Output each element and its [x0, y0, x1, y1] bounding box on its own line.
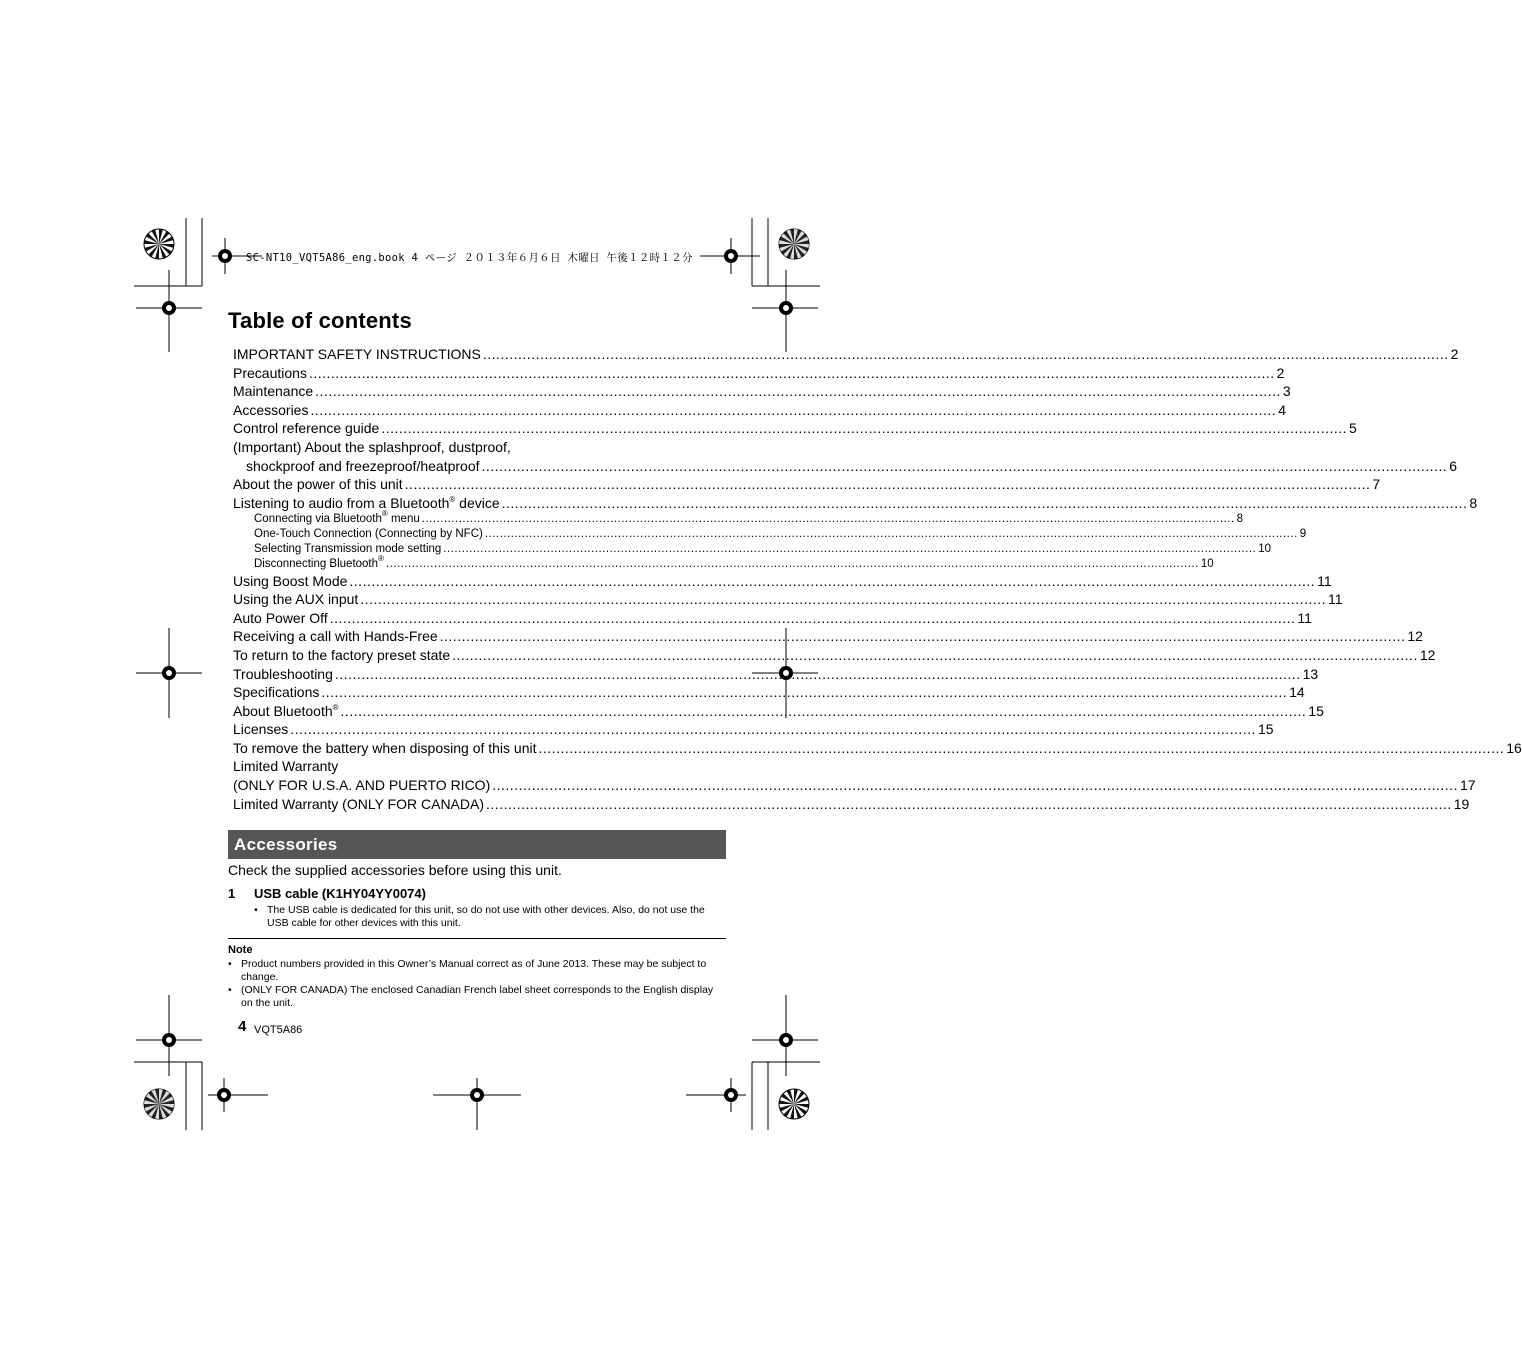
divider [228, 938, 726, 939]
accessory-item-note-text: The USB cable is dedicated for this unit, so do not use with other devices. Also, do not use the USB cable for other devices with this unit. [267, 904, 705, 929]
note-title: Note [228, 944, 253, 956]
toc-entry-label: IMPORTANT SAFETY INSTRUCTIONS [233, 346, 481, 362]
toc-entry-label [233, 702, 339, 721]
dot-leader: ............................................................................................................................................................................................................................ [360, 591, 1327, 608]
dot-leader: ............................................................................................................................................................................................................................ [334, 665, 1301, 682]
dot-leader: ............................................................................................................................................................................................................................ [486, 795, 1452, 812]
toc-entry[interactable] [233, 382, 1291, 401]
toc-entry-page: 8 [1469, 494, 1478, 511]
toc-entry-label: Control reference guide [233, 420, 380, 437]
toc-entry-page: 4 [1278, 401, 1286, 418]
doc-code: VQT5A86 [254, 1024, 303, 1036]
toc-entry-page: 14 [1289, 684, 1305, 701]
label-text: About Bluetooth [233, 702, 333, 719]
toc-entry-label: shockproof and freezeproof/heatproof [246, 457, 480, 474]
dot-leader: ............................................................................................................................................................................................................................ [385, 557, 1199, 570]
toc-entry-page: 12 [1419, 646, 1436, 663]
dot-leader: ............................................................................................................................................................................................................................ [439, 628, 1406, 645]
toc-entry-label: Accessories [233, 401, 309, 418]
toc-entry-page: 11 [1328, 591, 1343, 608]
page-number: 4 [238, 1018, 247, 1035]
dot-leader: ............................................................................................................................................................................................................................ [349, 572, 1316, 589]
label-text-after: menu [387, 513, 420, 526]
toc-entry-page: 11 [1317, 572, 1332, 589]
accessories-intro: Check the supplied accessories before using this unit. [228, 862, 562, 878]
toc-entry-label: Auto Power Off [233, 609, 328, 626]
toc-entry[interactable] [233, 665, 1319, 684]
toc-subentry-label [254, 509, 420, 527]
toc-subentry-page: 9 [1299, 528, 1307, 541]
dot-leader: ............................................................................................................................................................................................................................ [481, 457, 1448, 474]
toc-entry[interactable] [233, 345, 1459, 364]
toc-entry-label: To return to the factory preset state [233, 646, 451, 663]
toc-entry[interactable] [233, 795, 1470, 814]
toc-entry[interactable] [233, 590, 1343, 609]
toc-entry-label: Troubleshooting [233, 665, 333, 682]
note-item [228, 984, 724, 1009]
toc-entry-page: 3 [1282, 383, 1291, 400]
toc-entry[interactable] [233, 609, 1312, 628]
note-item-text: Product numbers provided in this Owner’s Manual correct as of June 2013. These may be subject to change. [241, 958, 707, 983]
bullet: • [228, 958, 232, 970]
toc-entry-label: Precautions [233, 364, 307, 381]
toc-entry-label: Using the AUX input [233, 591, 359, 608]
accessory-item-number: 1 [228, 886, 236, 901]
toc-entry[interactable] [233, 457, 1458, 476]
toc-entry[interactable] [233, 720, 1274, 739]
toc-entry-page: 5 [1349, 420, 1357, 437]
label-text: Listening to audio from a Bluetooth [233, 494, 450, 511]
toc-entry-label: To remove the battery when disposing of this unit [233, 739, 537, 756]
toc-entry[interactable] [233, 627, 1423, 646]
accessory-item-note [254, 904, 720, 929]
toc-entry[interactable] [233, 572, 1332, 591]
dot-leader: ............................................................................................................................................................................................................................ [308, 364, 1275, 381]
toc-entry-page: 12 [1407, 628, 1423, 645]
toc-entry-page: 7 [1372, 476, 1381, 493]
dot-leader: ............................................................................................................................................................................................................................ [340, 702, 1307, 719]
dot-leader: ............................................................................................................................................................................................................................ [329, 609, 1296, 626]
registered-mark: ® [381, 509, 388, 519]
toc-entry-page: 15 [1258, 721, 1274, 738]
toc-entry[interactable] [233, 739, 1522, 758]
toc-entry-label: Maintenance [233, 383, 314, 400]
dot-leader: ............................................................................................................................................................................................................................ [321, 684, 1288, 701]
toc-subentry[interactable] [233, 527, 1307, 542]
toc-entry-label: About the power of this unit [233, 476, 403, 493]
toc-subentry[interactable] [233, 553, 1214, 572]
toc-entry[interactable] [233, 702, 1324, 721]
toc-entry-label: (ONLY FOR U.S.A. AND PUERTO RICO) [233, 777, 491, 794]
dot-leader: ............................................................................................................................................................................................................................ [381, 420, 1348, 437]
bullet: • [254, 904, 258, 916]
toc-entry-label: Licenses [233, 721, 289, 738]
toc-entry[interactable] [233, 475, 1381, 494]
toc-entry[interactable] [233, 419, 1357, 438]
dot-leader: ............................................................................................................................................................................................................................ [538, 739, 1505, 756]
toc-subentry-page: 8 [1236, 513, 1244, 526]
note-item-text: (ONLY FOR CANADA) The enclosed Canadian French label sheet corresponds to the English display on the unit. [241, 984, 714, 1009]
toc-entry-line1[interactable]: (Important) About the splashproof, dustproof, [233, 438, 511, 455]
dot-leader: ............................................................................................................................................................................................................................ [484, 528, 1298, 541]
toc-entry-line1[interactable]: Limited Warranty [233, 758, 339, 775]
dot-leader: ............................................................................................................................................................................................................................ [452, 646, 1418, 663]
toc-entry[interactable] [233, 494, 1478, 513]
toc-entry-page: 11 [1297, 609, 1312, 626]
toc-entry[interactable] [233, 683, 1305, 702]
dot-leader: ............................................................................................................................................................................................................................ [492, 777, 1458, 794]
page-title: Table of contents [228, 308, 412, 333]
dot-leader: ............................................................................................................................................................................................................................ [501, 494, 1468, 511]
toc-entry[interactable] [233, 646, 1436, 665]
toc-entry[interactable] [233, 776, 1476, 795]
toc-entry-label: Using Boost Mode [233, 572, 348, 589]
toc-entry-label: Specifications [233, 684, 320, 701]
toc-entry-page: 13 [1302, 665, 1319, 682]
toc-subentry-page: 10 [1258, 542, 1272, 555]
toc-entry-page: 16 [1506, 739, 1522, 756]
accessory-item [228, 886, 426, 901]
registered-mark: ® [449, 494, 456, 504]
registered-mark: ® [378, 553, 384, 563]
toc-entry-page: 17 [1459, 777, 1476, 794]
dot-leader: ............................................................................................................................................................................................................................ [482, 346, 1449, 362]
toc-entry-page: 2 [1276, 364, 1285, 381]
dot-leader: ............................................................................................................................................................................................................................ [310, 401, 1277, 418]
toc-entry-page: 6 [1449, 457, 1458, 474]
toc-subentry-label [254, 553, 384, 572]
toc-entry-label: Receiving a call with Hands-Free [233, 628, 438, 645]
accessory-item-label: USB cable (K1HY04YY0074) [254, 886, 426, 901]
toc-subentry[interactable] [233, 509, 1244, 527]
dot-leader: ............................................................................................................................................................................................................................ [290, 721, 1256, 738]
label-text: Connecting via Bluetooth [254, 513, 382, 526]
dot-leader: ............................................................................................................................................................................................................................ [315, 383, 1281, 400]
toc-entry[interactable] [233, 401, 1286, 420]
label-text: Disconnecting Bluetooth [254, 557, 379, 570]
toc-subentry-label: One-Touch Connection (Connecting by NFC) [254, 528, 483, 541]
toc-entry-label [233, 494, 500, 513]
toc-entry-page: 15 [1308, 702, 1324, 719]
label-text-after: device [455, 494, 500, 511]
toc-subentry-page: 10 [1200, 557, 1214, 570]
toc-entry-page: 2 [1450, 346, 1459, 362]
toc-entry-label: Limited Warranty (ONLY FOR CANADA) [233, 795, 485, 812]
dot-leader: ............................................................................................................................................................................................................................ [421, 513, 1235, 526]
dot-leader: ............................................................................................................................................................................................................................ [404, 476, 1371, 493]
bullet: • [228, 984, 232, 996]
toc-entry-page: 19 [1453, 795, 1470, 812]
toc-subentry-label: Selecting Transmission mode setting [254, 542, 442, 555]
note-item [228, 958, 724, 983]
toc-subentry[interactable] [233, 542, 1272, 557]
registered-mark: ® [332, 702, 339, 712]
accessories-heading: Accessories [228, 830, 726, 859]
dot-leader: ............................................................................................................................................................................................................................ [443, 542, 1257, 555]
book-header: SC-NT10_VQT5A86_eng.book 4 ページ ２０１３年６月６日 木曜日 午後１２時１２分 [246, 252, 693, 264]
toc-entry[interactable] [233, 364, 1285, 383]
table-of-contents [233, 345, 1522, 813]
